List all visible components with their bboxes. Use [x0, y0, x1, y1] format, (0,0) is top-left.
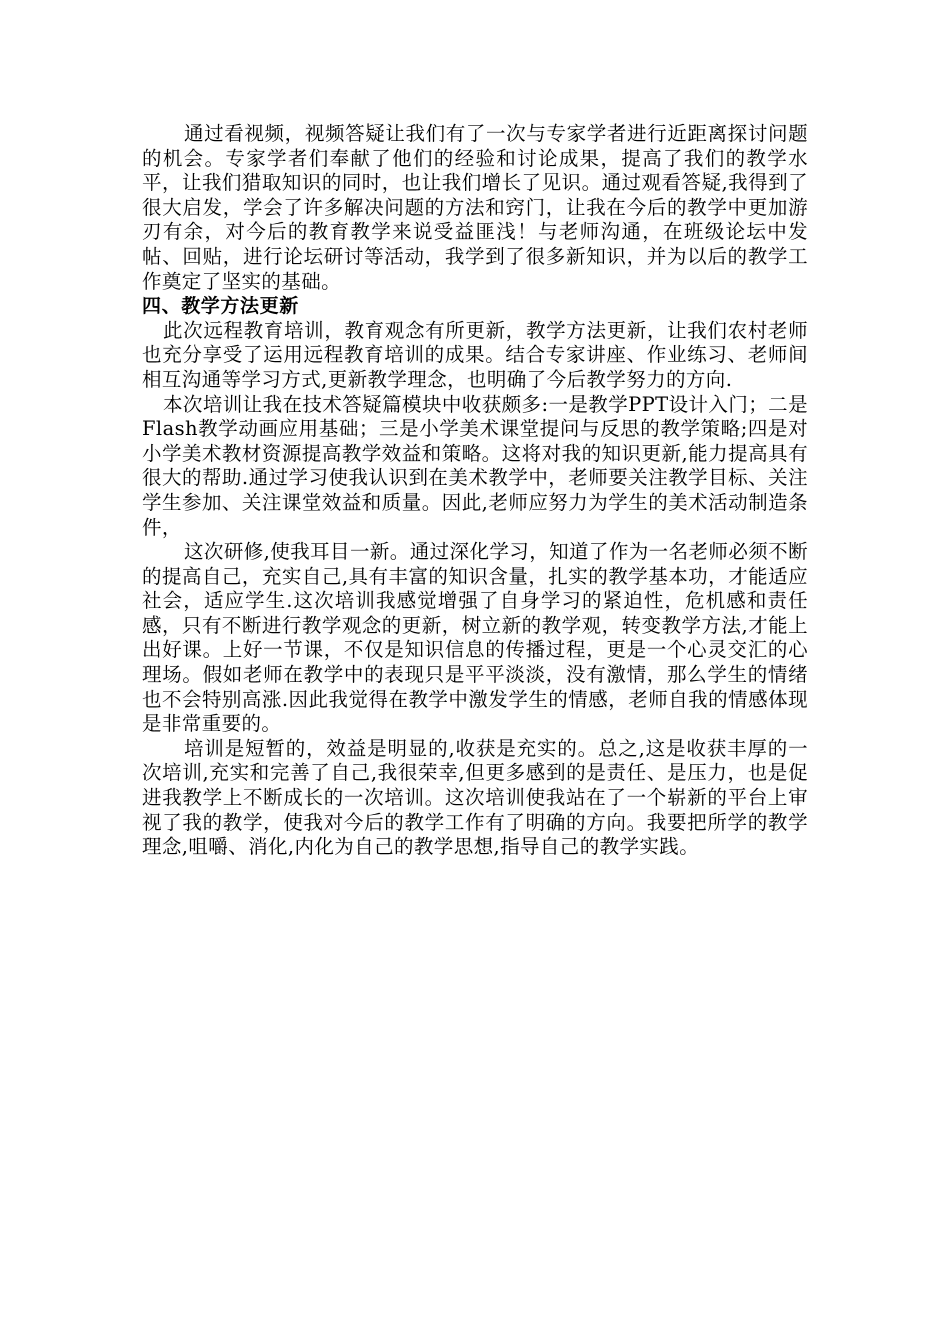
- section-heading-teaching-method: 四、教学方法更新: [142, 295, 299, 318]
- paragraph-conclusion: 培训是短暂的，效益是明显的,收获是充实的。总之,这是收获丰厚的一次培训,充实和完善了自己,我很荣幸,但更多感到的是责任、是压力，也是促进我教学上不断成长的一次培训。这次培训使我站在了一个崭新的平台上审视了我的教学，使我对今后的教学工作有了明确的方向。我要把所学的教学理念,咀嚼、消化,内化为自己的教学思想,指导自己的教学实践。: [142, 736, 808, 859]
- document-page: [142, 122, 808, 860]
- paragraph-remote-training: 此次远程教育培训，教育观念有所更新，教学方法更新，让我们农村老师也充分享受了运用远程教育培训的成果。结合专家讲座、作业练习、老师间相互沟通等学习方式,更新教学理念，也明确了今后教学努力的方向.: [142, 318, 808, 391]
- paragraph-technical-qa: 本次培训让我在技术答疑篇模块中收获颇多:一是教学PPT设计入门；二是Flash教学动画应用基础；三是小学美术课堂提问与反思的教学策略;四是对小学美术教材资源提高教学效益和策略。这将对我的知识更新,能力提高具有很大的帮助.通过学习使我认识到在美术教学中，老师要关注教学目标、关注学生参加、关注课堂效益和质量。因此,老师应努力为学生的美术活动制造条件，: [142, 392, 808, 539]
- paragraph-video-qa: 通过看视频，视频答疑让我们有了一次与专家学者进行近距离探讨问题的机会。专家学者们奉献了他们的经验和讨论成果，提高了我们的教学水平，让我们猎取知识的同时，也让我们增长了见识。通过观看答疑,我得到了很大启发，学会了许多解决问题的方法和窍门，让我在今后的教学中更加游刃有余，对今后的教育教学来说受益匪浅！与老师沟通，在班级论坛中发帖、回贴，进行论坛研讨等活动，我学到了很多新知识，并为以后的教学工作奠定了坚实的基础。: [142, 122, 808, 293]
- paragraph-study-reflection: 这次研修,使我耳目一新。通过深化学习，知道了作为一名老师必须不断的提高自己，充实自己,具有丰富的知识含量，扎实的教学基本功，才能适应社会，适应学生.这次培训我感觉增强了自身学习的紧迫性，危机感和责任感，只有不断进行教学观念的更新，树立新的教学观，转变教学方法,才能上出好课。上好一节课，不仅是知识信息的传播过程，更是一个心灵交汇的心理场。假如老师在教学中的表现只是平平淡淡，没有激情，那么学生的情绪也不会特别高涨.因此我觉得在教学中激发学生的情感，老师自我的情感体现是非常重要的。: [142, 540, 808, 736]
